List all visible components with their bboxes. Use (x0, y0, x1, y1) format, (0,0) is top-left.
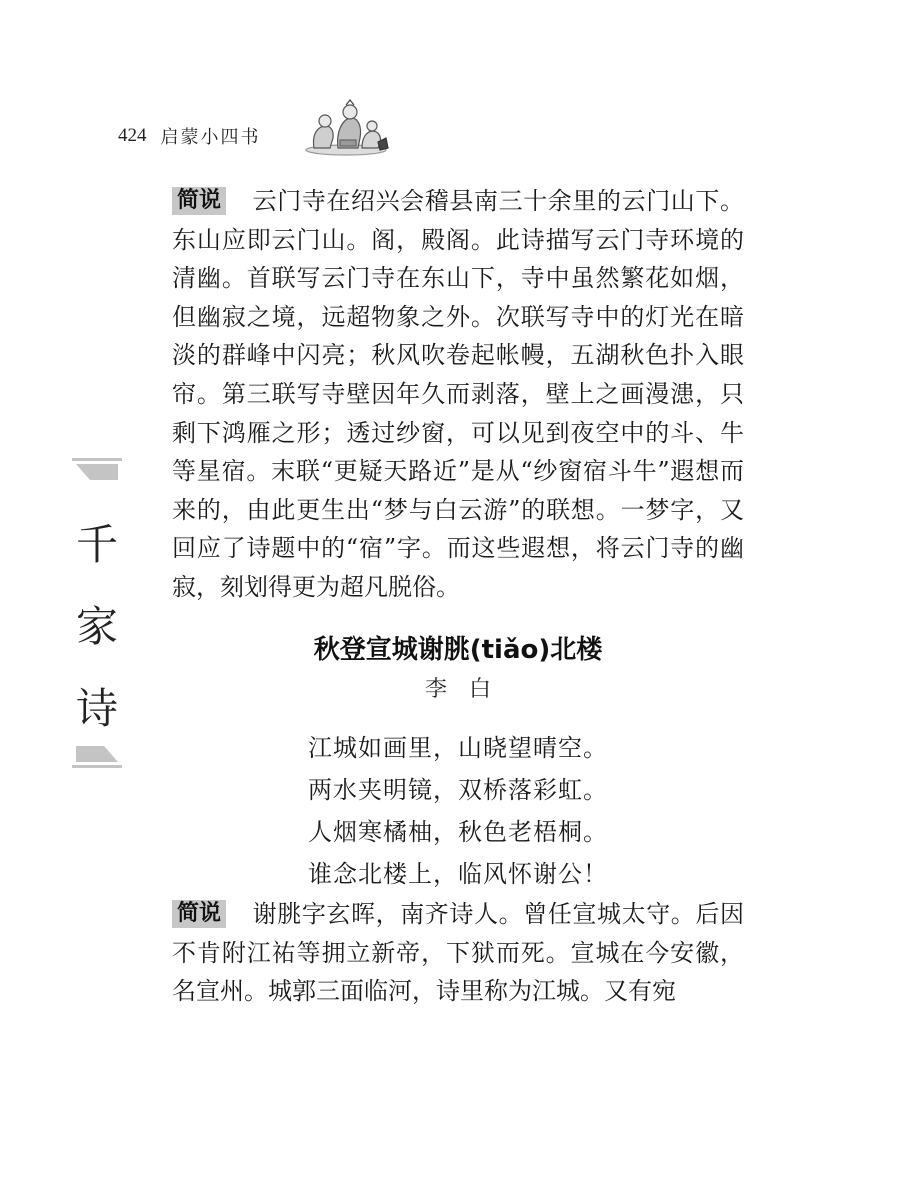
commentary-text: 谢朓字玄晖，南齐诗人。曾任宣城太守。后因不肯附江祐等拥立新帝，下狱而死。宣城在今安徽，名宣州。城郭三面临河，诗里称为江城。又有宛 (172, 900, 744, 1006)
commentary-tag: 简说 (172, 187, 226, 215)
scholars-illustration-icon (300, 98, 392, 158)
side-char: 千 (75, 520, 118, 569)
page-header (118, 121, 261, 151)
poem-line: 谁念北楼上，临风怀谢公！ (308, 860, 608, 888)
commentary-text: 云门寺在绍兴会稽县南三十余里的云门山下。东山应即云门山。阁，殿阁。此诗描写云门寺环境的清幽。首联写云门寺在东山下，寺中虽然繁花如烟，但幽寂之境，远超物象之外。次联写寺中的灯光在暗淡的群峰中闪亮；秋风吹卷起帐幔，五湖秋色扑入眼帘。第三联写寺壁因年久而剥落，壁上之画漫漶，只剩下鸿雁之形；透过纱窗，可以见到夜空中的斗、牛等星宿。末联“更疑天路近”是从“纱窗宿斗牛”遐想而来的，由此更生出“梦与白云游”的联想。一梦字，又回应了诗题中的“宿”字。而这些遐想，将云门寺的幽寂，刻划得更为超凡脱俗。 (172, 187, 744, 601)
poem-title: 秋登宣城谢朓(tiǎo)北楼 (313, 635, 603, 665)
side-label-chars (72, 504, 122, 750)
poem-line: 江城如画里，山晓望晴空。 (308, 734, 608, 762)
bracket-bottom-icon (72, 740, 122, 768)
commentary-paragraph-1 (172, 182, 744, 607)
commentary-paragraph-2 (172, 895, 744, 1011)
poem-body (308, 727, 708, 895)
page-number: 424 (118, 125, 147, 146)
book-title: 启蒙小四书 (160, 127, 261, 148)
bracket-top-icon (72, 458, 122, 486)
poem-line: 人烟寒橘柚，秋色老梧桐。 (308, 818, 608, 846)
side-section-label (72, 458, 122, 770)
side-char: 家 (75, 602, 118, 651)
commentary-tag: 简说 (172, 900, 226, 928)
side-char: 诗 (75, 684, 118, 733)
poem-author: 李白 (424, 677, 513, 702)
poem-line: 两水夹明镜，双桥落彩虹。 (308, 776, 608, 804)
